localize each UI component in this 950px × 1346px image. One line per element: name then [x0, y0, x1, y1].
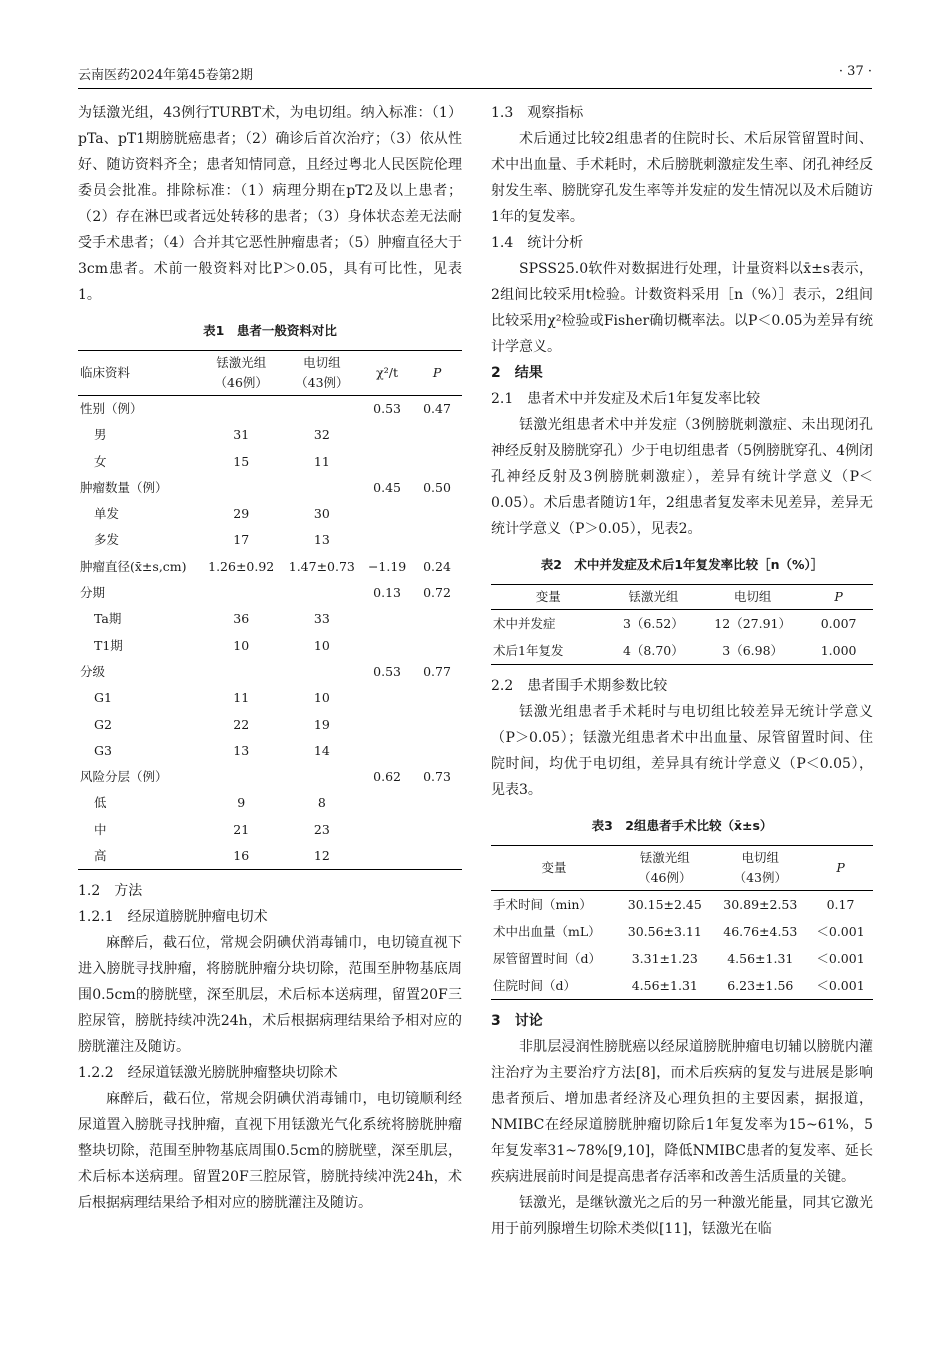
table-cell: ＜0.001	[816, 924, 865, 939]
table-cell: 12（27.91）	[714, 616, 791, 631]
paragraph-statistics: SPSS25.0软件对数据进行处理，计量资料以x̄±s表示，2组间比较采用t检验。计数资料采用［n（%）］表示，2组间比较采用χ²检验或Fisher确切概率法。以P＜0.05为差异有统计学意义。	[491, 261, 873, 355]
section-heading-1-2-2: 1.2.2 经尿道铥激光膀胱肿瘤整块切除术	[78, 1065, 338, 1082]
table-cell: 低	[94, 795, 107, 811]
section-heading-3: 3 讨论	[491, 1013, 543, 1029]
table-cell: 0.53	[373, 401, 402, 416]
paragraph-observation: 术后通过比较2组患者的住院时长、术后尿管留置时间、术中出血量、手术耗时，术后膀胱刺激症发生率、闭孔神经反射发生率、膀胱穿孔发生率等并发症的发生情况以及术后随访1年的复发率。	[491, 131, 873, 225]
table-cell: 14	[313, 742, 330, 758]
table-cell: 中	[94, 821, 107, 837]
table-cell: G2	[94, 716, 112, 732]
table-cell: 10	[313, 690, 330, 706]
table-row	[78, 606, 462, 632]
table-cell: 22	[233, 716, 250, 732]
page-number: · 37 ·	[838, 64, 872, 79]
table-cell: 9	[237, 795, 246, 811]
table-cell: 0.62	[373, 769, 402, 785]
table-cell	[412, 606, 462, 632]
table-cell	[282, 659, 363, 685]
table3-body	[491, 891, 873, 1000]
table3-header: 电切组 （43例）	[733, 850, 787, 885]
table-cell	[201, 764, 282, 790]
table-cell: ＜0.001	[816, 951, 865, 966]
table-cell	[201, 580, 282, 606]
table3-header: 变量	[541, 860, 567, 875]
table1-header: χ²/t	[376, 365, 398, 380]
table-cell: 术后1年复发	[493, 643, 564, 658]
table-cell: 0.24	[423, 558, 451, 574]
paragraph-complications: 铥激光组患者术中并发症（3例膀胱刺激症、未出现闭孔神经反射及膀胱穿孔）少于电切组患者（5例膀胱穿孔、4例闭孔神经反射及3例膀胱刺激症），差异有统计学意义（P＜0.05）。术后患者随访1年，2组患者复发率未见差异，差异无统计学意义（P＞0.05），见表2。	[491, 417, 873, 537]
table-cell	[282, 580, 363, 606]
paragraph-thulium-method: 麻醉后，截石位，常规会阴碘伏消毒铺巾，电切镜顺利经尿道置入膀胱寻找肿瘤，直视下用铥激光气化系统将膀胱肿瘤整块切除，范围至肿物基底周围0.5cm的膀胱壁，深至肌层，术后标本送病理。留置20F三腔尿管，膀胱持续冲洗24h，术后根据病理结果给予相对应的膀胱灌注及随访。	[78, 1091, 462, 1212]
table-cell: 0.50	[423, 479, 451, 495]
paragraph-turbt-method: 麻醉后，截石位，常规会阴碘伏消毒铺巾，电切镜直视下进入膀胱寻找肿瘤，将膀胱肿瘤分块切除，范围至肿物基底周围0.5cm的膀胱壁，深至肌层，术后标本送病理，留置20F三腔尿管，膀胱持续冲洗24h，术后根据病理结果给予相对应的膀胱灌注及随访。	[78, 935, 462, 1056]
table-row	[491, 918, 873, 945]
table-cell: 4.56±1.31	[727, 951, 794, 966]
table-cell	[201, 475, 282, 501]
header-rule	[78, 88, 872, 89]
table-cell	[201, 659, 282, 685]
table-cell: 12	[313, 848, 330, 864]
table-cell	[362, 606, 412, 632]
table-cell: 32	[313, 427, 330, 443]
section-heading-1-4: 1.4 统计分析	[491, 235, 584, 251]
table-cell	[362, 633, 412, 659]
table-cell	[362, 843, 412, 870]
table-row	[78, 659, 462, 685]
table-row	[78, 396, 462, 423]
table-cell	[362, 501, 412, 527]
table-cell: 分期	[80, 585, 106, 601]
table-row	[78, 633, 462, 659]
table-cell	[362, 422, 412, 448]
table-cell: 21	[233, 821, 250, 837]
table-row	[78, 554, 462, 580]
table-cell: 10	[233, 637, 250, 653]
paragraph-discussion-1: 非肌层浸润性膀胱癌以经尿道膀胱肿瘤电切辅以膀胱内灌注治疗为主要治疗方法[8]，而术后疾病的复发与进展是影响患者预后、增加患者经济及心理负担的主要因素，据报道，NMIBC在经尿道膀胱肿瘤切除后1年复发率为15~61%，5年复发率31~78%[9,10]，降低NMIBC患者的复发率、延长疾病进展前时间是提高患者存活率和改善生活质量的关键。	[491, 1039, 873, 1185]
table3	[491, 845, 873, 1000]
table-cell: ＜0.001	[816, 978, 865, 993]
table-cell	[412, 527, 462, 553]
table-cell	[412, 422, 462, 448]
table-cell: 8	[317, 795, 326, 811]
table-cell: 46.76±4.53	[723, 924, 798, 939]
table-cell: G1	[94, 690, 112, 706]
table-cell: 风险分层（例）	[80, 769, 168, 785]
table-cell: 30.56±3.11	[627, 924, 702, 939]
table-cell: 0.73	[423, 769, 451, 785]
table-cell	[362, 817, 412, 843]
table-cell: 性别（例）	[80, 401, 143, 416]
table1-header: 电切组 （43例）	[295, 355, 349, 390]
table-cell	[412, 817, 462, 843]
table-row	[78, 475, 462, 501]
table-cell: 23	[313, 821, 330, 837]
table-cell: 0.45	[373, 479, 402, 495]
table-cell: 女	[94, 453, 107, 469]
table-cell: 肿瘤数量（例）	[80, 479, 168, 495]
table-row	[78, 843, 462, 870]
table-cell: −1.19	[367, 558, 407, 574]
table-row	[491, 637, 873, 665]
table-row	[78, 685, 462, 711]
table2-body	[491, 610, 873, 665]
table-cell: 男	[94, 427, 107, 443]
table2-caption: 表2 术中并发症及术后1年复发率比较［n（%）］	[540, 557, 824, 572]
table2-header: 铥激光组	[628, 589, 679, 604]
left-column	[78, 100, 462, 1216]
table-row	[78, 501, 462, 527]
table-cell: 高	[94, 848, 107, 864]
table-cell: 0.17	[826, 897, 855, 912]
table-row	[78, 817, 462, 843]
section-heading-1-3: 1.3 观察指标	[491, 105, 584, 121]
table-row	[78, 790, 462, 816]
table-cell: 0.13	[373, 585, 402, 601]
section-heading-2-1: 2.1 患者术中并发症及术后1年复发率比较	[491, 391, 761, 407]
section-heading-2-2: 2.2 患者围手术期参数比较	[491, 678, 668, 694]
table-cell: 30.15±2.45	[627, 897, 702, 912]
paragraph-perioperative: 铥激光组患者手术耗时与电切组比较差异无统计学意义（P＞0.05）；铥激光组患者术中出血量、尿管留置时间、住院时间，均优于电切组，差异具有统计学意义（P＜0.05），见表3。	[491, 704, 873, 798]
table-cell	[362, 738, 412, 764]
table-cell: Ta期	[94, 611, 122, 627]
table-cell: 1.000	[820, 643, 857, 658]
table-cell: 手术时间（min）	[493, 897, 592, 912]
table-cell	[282, 475, 363, 501]
table3-header: 铥激光组 （46例）	[638, 850, 692, 885]
table-cell: 1.47±0.73	[288, 558, 355, 574]
section-heading-1-2: 1.2 方法	[78, 883, 143, 900]
table-cell: 术中并发症	[493, 616, 556, 631]
table-cell	[362, 790, 412, 816]
table-cell: 19	[313, 716, 330, 732]
table-cell: 6.23±1.56	[727, 978, 794, 993]
table-cell: 0.47	[423, 401, 451, 416]
paragraph-discussion-2: 铥激光，是继钬激光之后的另一种激光能量，同其它激光用于前列腺增生切除术类似[11]，铥激光在临	[491, 1195, 873, 1237]
right-column	[491, 100, 873, 1242]
table-cell: G3	[94, 742, 112, 758]
table-cell: 15	[233, 453, 250, 469]
table-cell	[362, 685, 412, 711]
table-cell: 33	[313, 611, 330, 627]
table-cell: 分级	[80, 663, 106, 679]
table-cell: 0.53	[373, 663, 402, 679]
table-cell: 13	[233, 742, 250, 758]
table-cell: 30	[313, 506, 330, 522]
paragraph-inclusion-criteria: 为铥激光组，43例行TURBT术，为电切组。纳入标准：（1）pTa、pT1期膀胱癌患者；（2）确诊后首次治疗；（3）依从性好、随访资料齐全；患者知情同意，且经过粤北人民医院伦理委员会批准。排除标准：（1）病理分期在pT2及以上患者；（2）存在淋巴或者远处转移的患者；（3）身体状态差无法耐受手术患者；（4）合并其它恶性肿瘤患者；（5）肿瘤直径大于3cm患者。术前一般资料对比P＞0.05，具有可比性，见表1。	[78, 105, 462, 303]
table-cell	[412, 738, 462, 764]
table-cell: 11	[313, 453, 330, 469]
table-row	[491, 945, 873, 972]
table-cell	[201, 396, 282, 423]
table-row	[491, 610, 873, 638]
table2-header: 电切组	[733, 589, 772, 604]
table-row	[78, 764, 462, 790]
table-row	[78, 422, 462, 448]
table-cell	[282, 764, 363, 790]
table-cell	[362, 527, 412, 553]
journal-header: 云南医药2024年第45卷第2期	[78, 68, 253, 83]
table1-caption: 表1 患者一般资料对比	[203, 323, 337, 338]
table-cell	[282, 396, 363, 423]
table-cell	[412, 843, 462, 870]
table-cell	[362, 712, 412, 738]
section-heading-2: 2 结果	[491, 365, 543, 381]
table-cell: 术中出血量（mL）	[493, 924, 601, 939]
table2-header: P	[834, 589, 843, 604]
table-cell: 尿管留置时间（d）	[493, 951, 602, 966]
table-cell	[412, 449, 462, 475]
table-cell: 11	[233, 690, 250, 706]
table-cell: 3.31±1.23	[631, 951, 698, 966]
table-cell: 多发	[94, 532, 120, 548]
table-cell: 17	[233, 532, 250, 548]
table-cell: 4.56±1.31	[631, 978, 698, 993]
table-cell: 16	[233, 848, 250, 864]
table-cell: 4（8.70）	[622, 643, 684, 658]
table-cell	[412, 501, 462, 527]
table-row	[491, 972, 873, 1000]
table-cell: 单发	[94, 506, 120, 522]
table-row	[78, 712, 462, 738]
table-cell: 住院时间（d）	[493, 978, 577, 993]
table2	[491, 584, 873, 665]
table-cell: 3（6.52）	[622, 616, 684, 631]
table-cell: 0.72	[423, 585, 451, 601]
table-cell: 3（6.98）	[722, 643, 784, 658]
section-heading-1-2-1: 1.2.1 经尿道膀胱肿瘤电切术	[78, 909, 268, 926]
table-cell	[412, 685, 462, 711]
table-row	[78, 449, 462, 475]
table-cell: 1.26±0.92	[208, 558, 275, 574]
table-row	[78, 527, 462, 553]
table-cell: 肿瘤直径(x̄±s,cm)	[80, 558, 187, 574]
table-cell	[412, 633, 462, 659]
table3-header: P	[836, 860, 845, 875]
table-cell	[362, 449, 412, 475]
table-row	[491, 891, 873, 919]
table3-caption: 表3 2组患者手术比较（x̄±s）	[591, 818, 773, 833]
table-cell: 31	[233, 427, 250, 443]
table1	[78, 350, 462, 870]
table2-header: 变量	[535, 589, 561, 604]
table-cell	[412, 712, 462, 738]
table-cell: T1期	[94, 637, 123, 653]
table-row	[78, 580, 462, 606]
table-cell: 13	[313, 532, 330, 548]
table1-body	[78, 396, 462, 870]
table-cell: 0.77	[423, 663, 451, 679]
table-row	[78, 738, 462, 764]
table-cell: 29	[233, 506, 250, 522]
table1-header: 临床资料	[80, 365, 131, 380]
table-cell: 30.89±2.53	[723, 897, 798, 912]
table-cell: 0.007	[820, 616, 857, 631]
table-cell: 10	[313, 637, 330, 653]
table-cell: 36	[233, 611, 250, 627]
table1-header: 铥激光组 （46例）	[214, 355, 268, 390]
table1-header: P	[432, 365, 442, 380]
table-cell	[412, 790, 462, 816]
